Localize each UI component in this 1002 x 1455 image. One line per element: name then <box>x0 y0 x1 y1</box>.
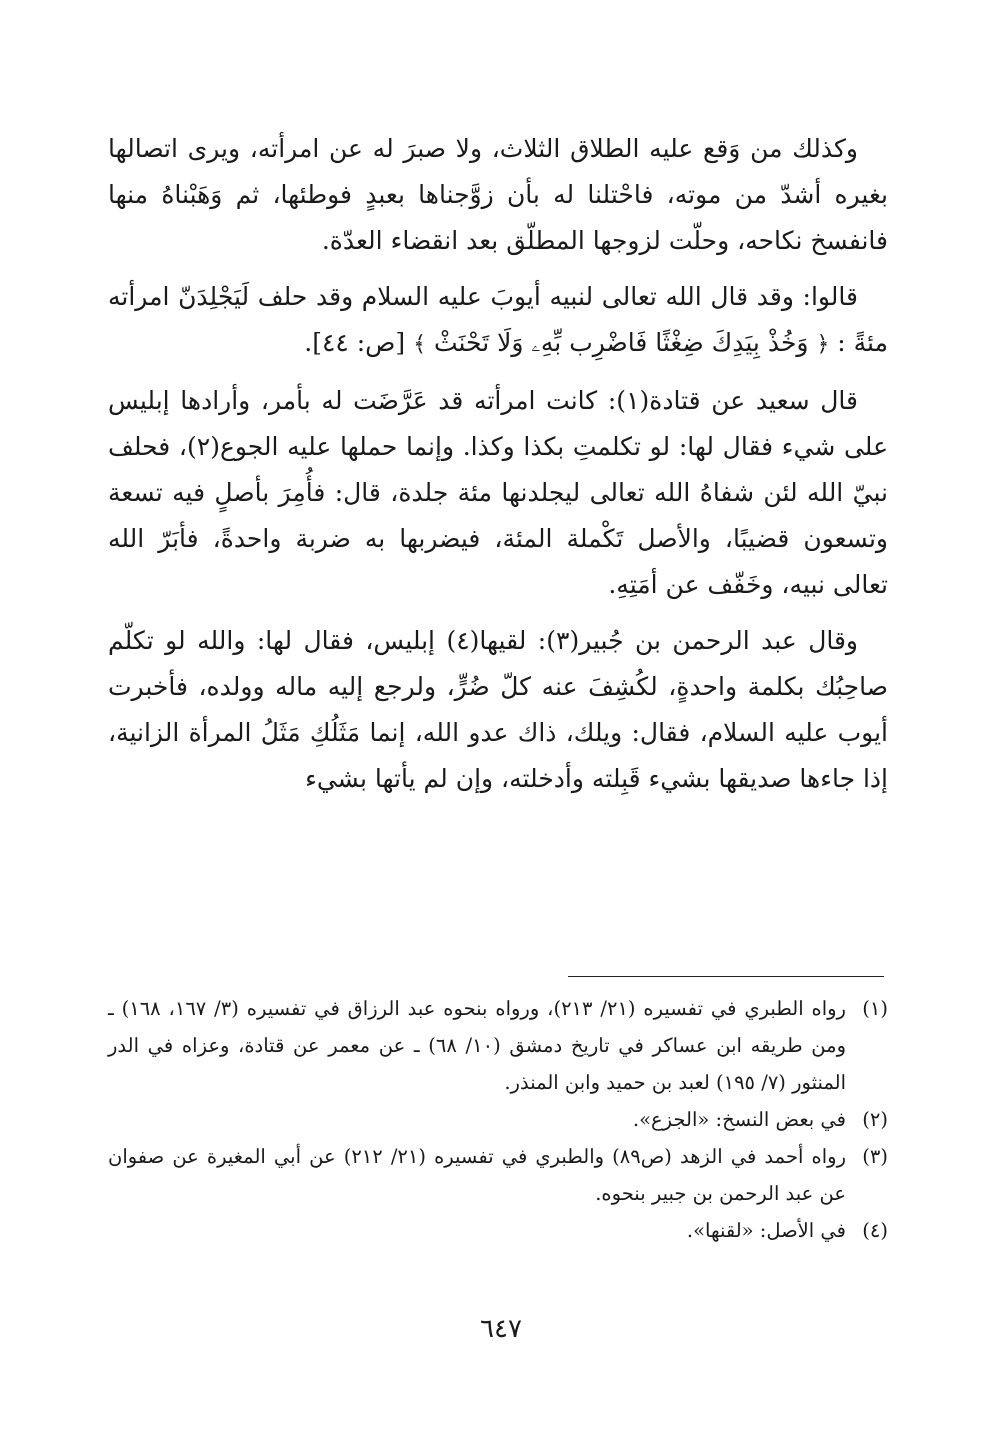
footnote-divider <box>568 976 884 977</box>
footnotes <box>108 990 888 1249</box>
paragraph-4: وقال عبد الرحمن بن جُبير(٣): لقيها(٤) إبليس، فقال لها: والله لو تكلّم صاحِبُك بكلمة واحدةٍ، لكُشِفَ عنه كلّ ضُرٍّ، ولرجع إليه ماله وولده، فأخبرت أيوب عليه السلام، فقال: ويلك، ذاك عدو الله، إنما مَثَلُكِ مَثَلُ المرأة الزانية، إذا جاءها صديقها بشيء قَبِلته وأدخلته، وإن لم يأتها بشيء <box>108 626 888 793</box>
footnote-text: في بعض النسخ: «الجزع». <box>632 1108 846 1131</box>
footnote-number: (١) <box>862 997 888 1020</box>
footnote-text: رواه الطبري في تفسيره (٢١/ ٢١٣)، ورواه بنحوه عبد الرزاق في تفسيره (٣/ ١٦٧، ١٦٨) ـ ومن طريقه ابن عساكر في تاريخ دمشق (١٠/ ٦٨) ـ عن معمر عن قتادة، وعزاه في الدر المنثور (٧/ ١٩٥) لعبد بن حميد وابن المنذر. <box>108 997 846 1094</box>
quran-open-bracket: ﴿ <box>816 332 830 357</box>
footnote-text: في الأصل: «لقنها». <box>686 1219 846 1242</box>
page-number: ٦٤٧ <box>480 1314 522 1344</box>
quran-verse: وَخُذْ بِيَدِكَ ضِغْثًا فَاضْرِب بِّهِۦ وَلَا تَحْنَثْ <box>433 328 809 357</box>
footnote-1 <box>108 990 888 1101</box>
footnote-2 <box>108 1101 888 1138</box>
footnote-4 <box>108 1212 888 1249</box>
paragraph-2 <box>108 274 888 368</box>
quran-close-bracket: ﴾ <box>413 332 427 357</box>
footnote-number: (٤) <box>862 1219 888 1242</box>
main-text <box>108 126 888 812</box>
quran-reference: [ص: ٤٤]. <box>304 328 406 357</box>
paragraph-1: وكذلك من وَقع عليه الطلاق الثلاث، ولا صبرَ له عن امرأته، ويرى اتصالها بغيره أشدّ من موته، فاحْتلنا له بأن زوَّجناها بعبدٍ فوطئها، ثم وَهَبْناهُ منها فانفسخ نكاحه، وحلّت لزوجها المطلّق بعد انقضاء العدّة. <box>108 134 888 255</box>
footnote-3 <box>108 1138 888 1212</box>
footnote-number: (٢) <box>862 1108 888 1131</box>
footnote-text: رواه أحمد في الزهد (ص٨٩) والطبري في تفسيره (٢١/ ٢١٢) عن أبي المغيرة عن صفوان عن عبد الرحمن بن جبير بنحوه. <box>108 1145 846 1205</box>
paragraph-2-text: قالوا: وقد قال الله تعالى لنبيه أيوبَ عليه السلام وقد حلف لَيَجْلِدَنّ امرأته مئةً : <box>108 282 888 357</box>
paragraph-3: قال سعيد عن قتادة(١): كانت امرأته قد عَرَّضَت له بأمر، وأرادها إبليس على شيء فقال لها: لو تكلمتِ بكذا وكذا. وإنما حملها عليه الجوع(٢)، فحلف نبيّ الله لئن شفاهُ الله تعالى ليجلدنها مئة جلدة، قال: فأُمِرَ بأصلٍ فيه تسعة وتسعون قضيبًا، والأصل تَكْملة المئة، فيضربها به ضربة واحدةً، فأبَرّ الله تعالى نبيه، وخَفّف عن أمَتِهِ. <box>108 386 888 599</box>
footnote-number: (٣) <box>862 1145 888 1168</box>
